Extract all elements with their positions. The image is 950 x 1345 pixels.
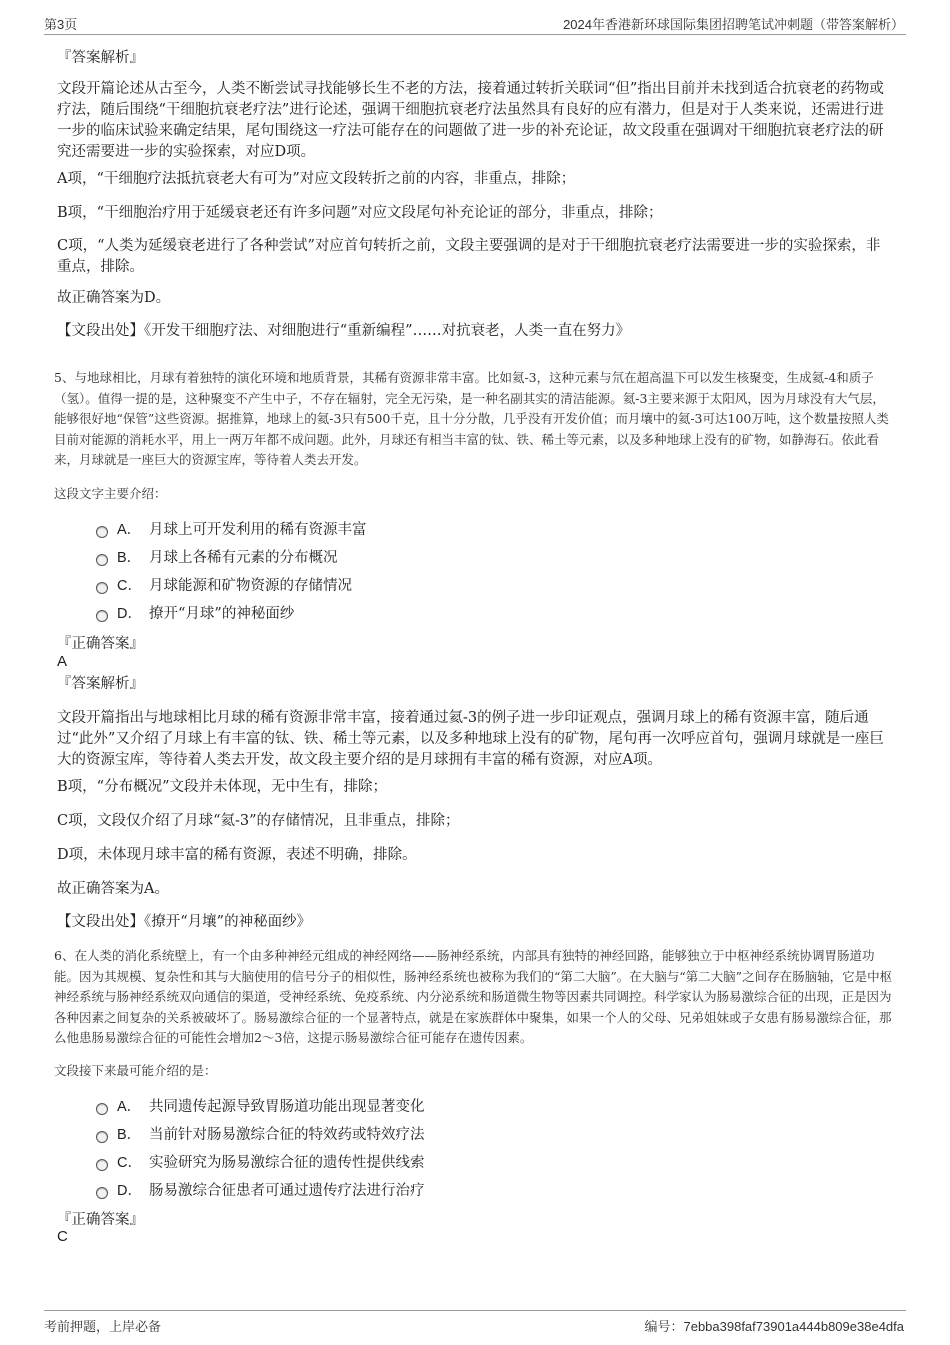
q4-option-c-note: C项，“人类为延缓衰老进行了各种尝试”对应首句转折之前，文段主要强调的是对于干细胞抗衰老疗法需要进一步的实验探索，非重点，排除。 <box>57 238 881 275</box>
page-number: 第3页 <box>44 17 78 32</box>
q5-question: 这段文字主要介绍： <box>54 486 167 501</box>
q5-option-a[interactable]: A． 月球上可开发利用的稀有资源丰富 <box>96 519 367 541</box>
q5-option-d[interactable]: D． 撩开“月球”的神秘面纱 <box>96 603 294 625</box>
radio-icon[interactable] <box>96 1187 108 1199</box>
q5-answer: A <box>57 653 68 670</box>
radio-icon[interactable] <box>96 1103 108 1115</box>
radio-icon[interactable] <box>96 1131 108 1143</box>
q5-option-b[interactable]: B． 月球上各稀有元素的分布概况 <box>96 547 338 569</box>
q4-analysis-label: 『答案解析』 <box>57 50 144 66</box>
document-id: 编号：7ebba398faf73901a444b809e38e4dfa <box>644 1319 904 1334</box>
q5-option-c-note: C项，文段仅介绍了月球“氦-3”的存储情况，且非重点，排除； <box>57 813 460 829</box>
radio-icon[interactable] <box>96 1159 108 1171</box>
q5-conclusion: 故正确答案为A。 <box>57 881 169 897</box>
page-header <box>44 12 906 35</box>
q6-option-c[interactable]: C． 实验研究为肠易激综合征的遗传性提供线索 <box>96 1152 425 1174</box>
q5-answer-label: 『正确答案』 <box>57 636 144 652</box>
q6-option-b[interactable]: B． 当前针对肠易激综合征的特效药或特效疗法 <box>96 1124 425 1146</box>
radio-icon[interactable] <box>96 610 108 622</box>
q5-analysis-label: 『答案解析』 <box>57 676 144 692</box>
q6-answer: C <box>57 1228 68 1245</box>
q5-passage: 5、与地球相比，月球有着独特的演化环境和地质背景，其稀有资源非常丰富。比如氦-3，这种元素与氘在超高温下可以发生核聚变，生成氦-4和质子（氢）。值得一提的是，这种聚变不产生中子，不存在辐射，完全无污染，是一种名副其实的清洁能源。氦-3主要来源于太阳风，因为月球没有大气层，能够很好地“保管”这些资源。据推算，地球上的氦-3只有500千克，且十分分散，几乎没有开发价值；而月壤中的氦-3可达100万吨，这个数量按照人类目前对能源的消耗水平，用上一两万年都不成问题。此外，月球还有相当丰富的钛、铁、稀土等元素，以及多种地球上没有的矿物，如静海石。依此看来，月球就是一座巨大的资源宝库，等待着人类去开发。 <box>54 370 889 467</box>
footer-slogan: 考前押题，上岸必备 <box>44 1319 162 1334</box>
q4-analysis: 文段开篇论述从古至今，人类不断尝试寻找能够长生不老的方法，接着通过转折关联词“但”指出目前并未找到适合抗衰老的药物或疗法，随后围绕“干细胞抗衰老疗法”进行论述，强调干细胞抗衰老疗法虽然具有良好的应有潜力，但是对于人类来说，还需进行进一步的临床试验来确定结果，尾句围绕这一疗法可能存在的问题做了进一步的补充论证，故文段重在强调对干细胞抗衰老疗法的研究还需要进一步的实验探索，对应D项。 <box>57 81 884 160</box>
q4-conclusion: 故正确答案为D。 <box>57 290 171 306</box>
q4-source: 【文段出处】《开发干细胞疗法、对细胞进行“重新编程”……对抗衰老，人类一直在努力》 <box>57 323 631 339</box>
q6-passage: 6、在人类的消化系统壁上，有一个由多种神经元组成的神经网络——肠神经系统，内部具有独特的神经回路，能够独立于中枢神经系统协调胃肠道功能。因为其规模、复杂性和其与大脑使用的信号分子的相似性，肠神经系统也被称为我们的“第二大脑”。在大脑与“第二大脑”之间存在肠脑轴，它是中枢神经系统与肠神经系统双向通信的渠道，受神经系统、免疫系统、内分泌系统和肠道微生物等因素共同调控。科学家认为肠易激综合征的出现，正是因为各种因素之间复杂的关系被破坏了。肠易激综合征的一个显著特点，就是在家族群体中聚集，如果一个人的父母、兄弟姐妹或子女患有肠易激综合征，那么他患肠易激综合征的可能性会增加2～3倍，这提示肠易激综合征可能存在遗传因素。 <box>54 948 893 1045</box>
q5-option-d-note: D项，未体现月球丰富的稀有资源，表述不明确，排除。 <box>57 847 417 863</box>
q6-option-d[interactable]: D． 肠易激综合征患者可通过遗传疗法进行治疗 <box>96 1180 425 1202</box>
document-title: 2024年香港新环球国际集团招聘笔试冲刺题（带答案解析） <box>563 17 904 32</box>
q4-option-a-note: A项，“干细胞疗法抵抗衰老大有可为”对应文段转折之前的内容，非重点，排除； <box>57 171 576 187</box>
q6-question: 文段接下来最可能介绍的是： <box>54 1063 217 1078</box>
q6-option-a[interactable]: A． 共同遗传起源导致胃肠道功能出现显著变化 <box>96 1096 425 1118</box>
radio-icon[interactable] <box>96 554 108 566</box>
radio-icon[interactable] <box>96 526 108 538</box>
page-footer <box>44 1310 906 1335</box>
q5-analysis: 文段开篇指出与地球相比月球的稀有资源非常丰富，接着通过氦-3的例子进一步印证观点，强调月球上的稀有资源丰富，随后通过“此外”又介绍了月球上有丰富的钛、铁、稀土等元素，以及多种地球上没有的矿物，尾句再一次呼应首句，强调月球就是一座巨大的资源宝库，等待着人类去开发，故文段主要介绍的是月球拥有丰富的稀有资源，对应A项。 <box>57 710 884 768</box>
radio-icon[interactable] <box>96 582 108 594</box>
q5-option-b-note: B项，“分布概况”文段并未体现，无中生有，排除； <box>57 779 387 795</box>
q5-source: 【文段出处】《撩开“月壤”的神秘面纱》 <box>57 914 312 930</box>
q4-option-b-note: B项，“干细胞治疗用于延缓衰老还有许多问题”对应文段尾句补充论证的部分，非重点，排除； <box>57 205 663 221</box>
q6-answer-label: 『正确答案』 <box>57 1212 144 1228</box>
q5-option-c[interactable]: C． 月球能源和矿物资源的存储情况 <box>96 575 352 597</box>
